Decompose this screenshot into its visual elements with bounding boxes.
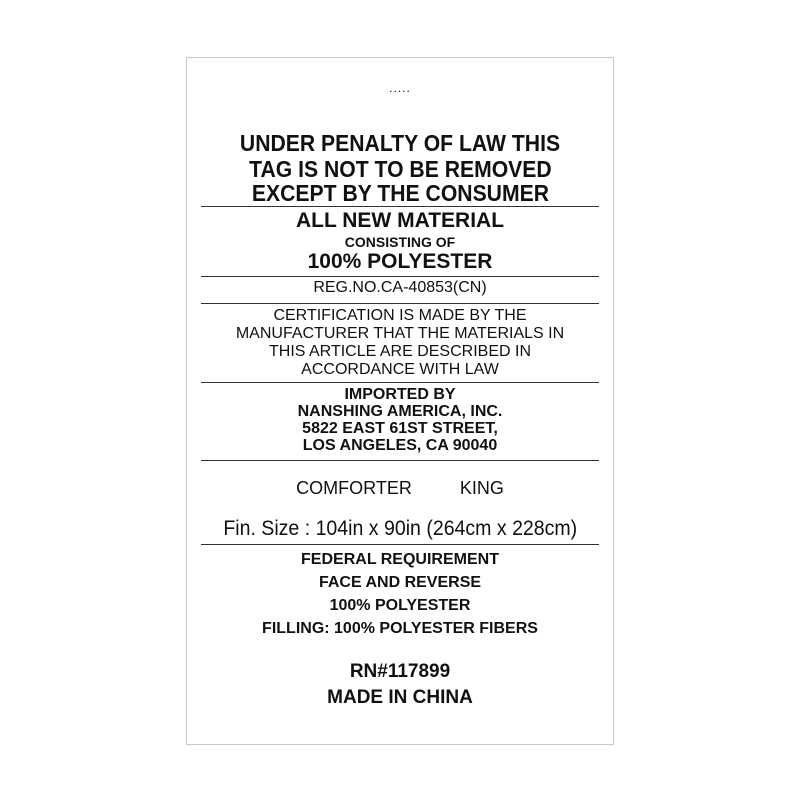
- divider: [201, 303, 599, 304]
- filling-content: FILLING: 100% POLYESTER FIBERS: [262, 620, 538, 637]
- federal-requirement: FEDERAL REQUIREMENT: [301, 551, 499, 568]
- warning-line-1: UNDER PENALTY OF LAW THIS: [239, 130, 561, 156]
- divider: [201, 276, 599, 277]
- material-heading: ALL NEW MATERIAL: [295, 209, 505, 232]
- certification-line-4: ACCORDANCE WITH LAW: [301, 361, 499, 378]
- warning-line-2: TAG IS NOT TO BE REMOVED: [248, 156, 552, 182]
- importer-city: LOS ANGELES, CA 90040: [302, 437, 498, 454]
- product-line: [187, 479, 613, 497]
- importer-heading: IMPORTED BY: [344, 386, 456, 403]
- divider: [201, 382, 599, 383]
- warning-line-3: EXCEPT BY THE CONSUMER: [251, 180, 549, 206]
- divider: [201, 206, 599, 207]
- product-size: KING: [459, 478, 504, 498]
- divider: [201, 460, 599, 461]
- material-content: 100% POLYESTER: [307, 250, 493, 273]
- finished-size: Fin. Size : 104in x 90in (264cm x 228cm): [223, 517, 577, 540]
- importer-name: NANSHING AMERICA, INC.: [297, 403, 503, 420]
- certification-line-3: THIS ARTICLE ARE DESCRIBED IN: [269, 343, 531, 360]
- certification-line-2: MANUFACTURER THAT THE MATERIALS IN: [235, 325, 565, 342]
- registration-number: REG.NO.CA-40853(CN): [313, 279, 487, 296]
- importer-street: 5822 EAST 61ST STREET,: [302, 420, 498, 437]
- law-tag-label: [186, 57, 614, 745]
- rn-number: RN#117899: [349, 661, 451, 682]
- product-type: COMFORTER: [296, 478, 412, 498]
- consisting-of-label: CONSISTING OF: [344, 234, 456, 250]
- tag-dots: .....: [389, 81, 411, 95]
- divider: [201, 544, 599, 545]
- face-content: 100% POLYESTER: [329, 597, 471, 614]
- country-of-origin: MADE IN CHINA: [327, 687, 473, 708]
- face-and-reverse: FACE AND REVERSE: [318, 574, 482, 591]
- certification-line-1: CERTIFICATION IS MADE BY THE: [273, 307, 527, 324]
